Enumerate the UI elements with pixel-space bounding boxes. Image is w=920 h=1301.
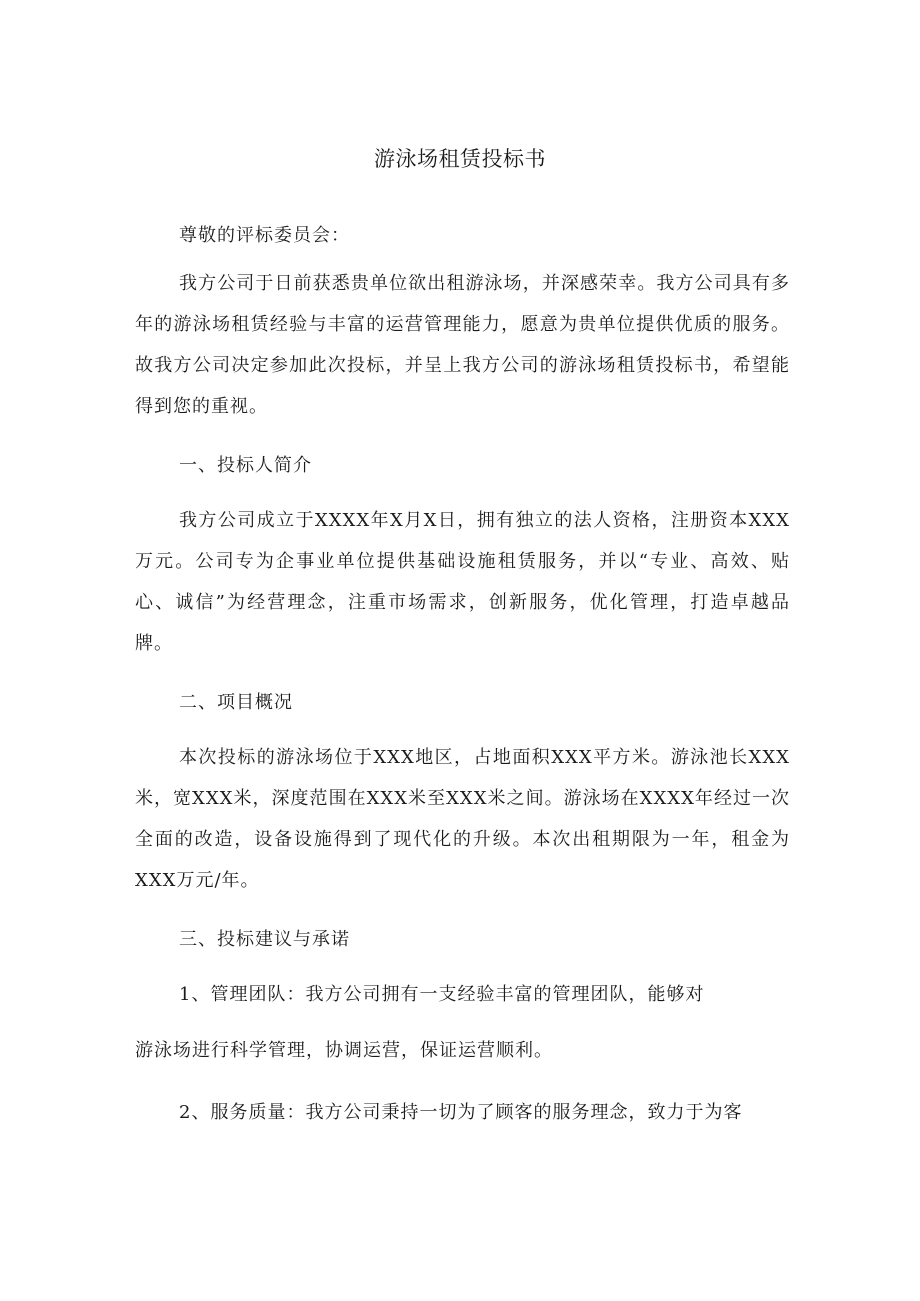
item1-line2: 游泳场进行科学管理，协调运营，保证运营顺利。	[135, 1040, 553, 1061]
intro-paragraph: 我方公司于日前获悉贵单位欲出租游泳场，并深感荣幸。我方公司具有多年的游泳场租赁经验与丰富的运营管理能力，愿意为贵单位提供优质的服务。故我方公司决定参加此次投标，并呈上我方公司的游泳场租赁投标书，希望能得到您的重视。	[135, 273, 790, 417]
section2-body: 本次投标的游泳场位于XXX地区，占地面积XXX平方米。游泳池长XXX米，宽XXX米，深度范围在XXX米至XXX米之间。游泳场在XXXX年经过一次全面的改造，设备设施得到了现代化的升级。本次出租期限为一年，租金为XXX万元/年。	[135, 747, 790, 891]
section1-body: 我方公司成立于XXXX年X月X日，拥有独立的法人资格，注册资本XXX万元。公司专为企事业单位提供基础设施租赁服务，并以“专业、高效、贴心、诚信”为经营理念，注重市场需求，创新服务，优化管理，打造卓越品牌。	[135, 510, 790, 654]
salutation: 尊敬的评标委员会：	[179, 225, 350, 246]
item1-line1: 1、管理团队：我方公司拥有一支经验丰富的管理团队，能够对	[179, 984, 705, 1005]
section2-heading: 二、项目概况	[179, 692, 293, 713]
item2: 2、服务质量：我方公司秉持一切为了顾客的服务理念，致力于为客	[179, 1102, 743, 1123]
section1-heading: 一、投标人简介	[179, 455, 312, 476]
section3-heading: 三、投标建议与承诺	[179, 929, 350, 950]
document-title: 游泳场租赁投标书	[374, 147, 546, 171]
